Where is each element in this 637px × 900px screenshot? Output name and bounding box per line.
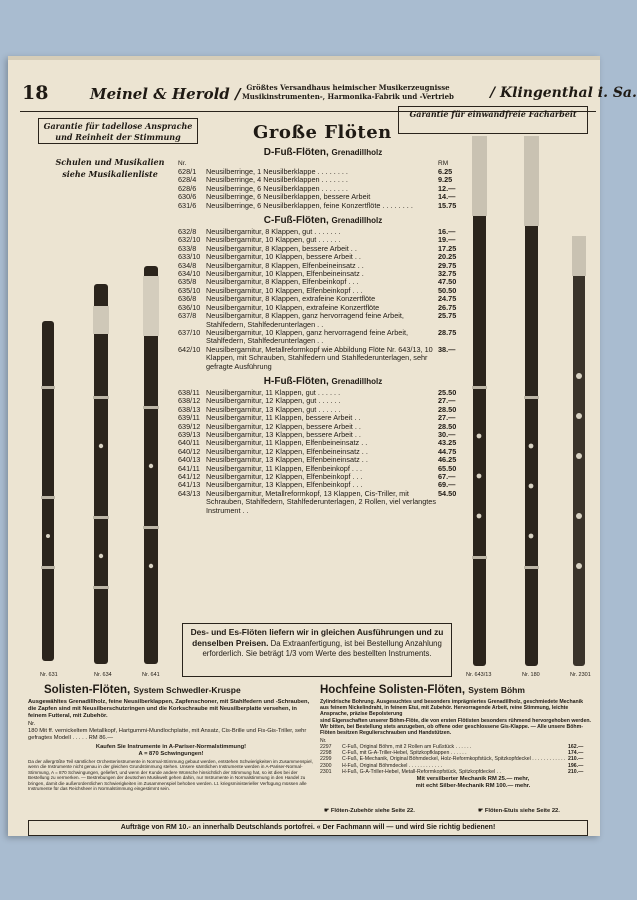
firm-city: / Klingenthal i. Sa. — [490, 85, 637, 101]
table-row: 630/6 Neusilberringe, 6 Neusilberklappen, bessere Arbeit 14.— — [178, 192, 456, 202]
solisten-left-item-180: 180 Mit ff. vernickeltem Metallkopf, Hartgummi-Mundlochplatte, mit Ansatz, Cis-Brille und Fis-Gis-Triller, sehr gefragtes Modell . . . . . RM 86.— — [28, 728, 307, 741]
a870-note: A = 870 Schwingungen! — [138, 751, 204, 757]
table-row: 628/6 Neusilberringe, 6 Neusilberklappen . . . . . . . 12.— — [178, 183, 456, 193]
table-row: 639/11 Neusilbergarnitur, 11 Klappen, bessere Arbeit . . 27.— — [178, 413, 456, 423]
flute-643-13-illustration — [472, 136, 487, 666]
table-row: 640/12 Neusilbergarnitur, 12 Klappen, Elfenbeineinsatz . . 44.75 — [178, 446, 457, 456]
table-row: 2298 C-Fuß, mit G-A-Triller-Hebel, Spitzkopfklappen . . . . . . 174.— — [320, 750, 584, 757]
table-row: 640/11 Neusilbergarnitur, 11 Klappen, Elfenbeineinsatz . . 43.25 — [178, 438, 457, 448]
table-row: 641/11 Neusilbergarnitur, 11 Klappen, Elfenbeinkopf . . . 65.50 — [178, 463, 457, 473]
left-guarantee-box: Garantie für tadellose Ansprache und Reinheit der Stimmung — [38, 118, 198, 144]
flute-illustrations-left — [36, 266, 176, 671]
boehm-list — [320, 744, 592, 775]
page-edge — [8, 56, 600, 60]
section-c-rows — [178, 228, 468, 371]
page-footer: Aufträge von RM 10.- an innerhalb Deutschlands portofrei. « Der Fachmann will — und wird Sie richtig bedienen! — [28, 820, 588, 836]
table-row: 632/8 Neusilbergarnitur, 8 Klappen, gut . . . . . . . 16.— — [178, 227, 456, 237]
flute-illustrations-right — [463, 136, 593, 671]
stimmung-paragraph: Da der allergrößte Teil sämtlicher Orchesterinstrumente in Normal-Stimmung gebaut werden, entstehen Schwierigkeiten im Zusammenspiel, wenn die Instrumente nicht genau in der gleichen Grundstimmung stehen. Unsere sämtlichen Instrumente werden in A-Pariser-Normal-Stimmung, A = 870 Schwingungen, geliefert, und wenn der Kunde andere Wünsche hinsichtlich der Stimmung hat, so ist dies bei der Bestellung zu vermerken. — Bestrebungen der deutschen Musikwelt gehen dahin, nur Instrumente in Normalstimmung in den Handel zu bringen, damit die außerordentlichen Schwierigkeiten im Zusammenspiel behoben werden. Lt. kriegsministerieller Verfügung müssen alle Instrumente für das Reichsheer in Normalstimmung eingestimmt sein. — [28, 759, 313, 792]
section-title: H-Fuß-Flöten, Grenadillholz — [263, 375, 383, 387]
section-d-rows — [178, 168, 468, 210]
table-row: 628/4 Neusilberringe, 4 Neusilberklappen . . . . . . . 9.25 — [178, 175, 453, 185]
des-es-info-box: Des- und Es-Flöten liefern wir in gleichen Ausführungen und zu denselben Preisen. Da Extraanfertigung, ist bei Bestellung Anzahlung erforderlich. Sie beträgt 1/3 vom Werte des bestellten Instruments. — [182, 623, 452, 677]
flute-180-illustration — [524, 136, 539, 666]
table-row: 631/6 Neusilberringe, 6 Neusilberklappen, feine Konzertflöte . . . . . . . . 15.75 — [178, 200, 457, 210]
table-row: 628/1 Neusilberringe, 1 Neusilberklappe . . . . . . . . 6.25 — [178, 167, 453, 176]
page-number: 18 — [22, 82, 49, 104]
section-title: D-Fuß-Flöten, Grenadillholz — [263, 147, 383, 158]
table-row: 636/8 Neusilbergarnitur, 8 Klappen, extrafeine Konzertflöte 24.75 — [178, 294, 457, 304]
mechanik-note-1: Mit versilberter Mechanik RM 25.— mehr, — [416, 776, 530, 782]
solisten-right-nr-label: Nr. — [320, 738, 327, 744]
flute-641-illustration — [143, 266, 159, 664]
main-title: Große Flöten — [253, 122, 392, 143]
solisten-right-title: Hochfeine Solisten-Flöten, System Böhm — [320, 684, 525, 696]
table-row: 633/8 Neusilbergarnitur, 8 Klappen, bessere Arbeit . . 17.25 — [178, 243, 457, 253]
solisten-left-title: Solisten-Flöten, System Schwedler-Kruspe — [44, 684, 241, 696]
table-row: 2301 H-Fuß, G-A-Triller-Hebel, Metall-Reformkopfstück, Spitzkopfdeckel . . 210.— — [320, 768, 584, 775]
table-row: 2300 H-Fuß, Original Böhmdeckel . . . . . . . . . . . . 196.— — [320, 762, 584, 769]
table-row: 641/12 Neusilbergarnitur, 12 Klappen, Elfenbeinkopf . . . 67.— — [178, 472, 456, 481]
firm-tagline: Größtes Versandhaus heimischer Musikerzeugnisse Musikinstrumenten-, Harmonika-Fabrik und -Vertrieb — [242, 83, 454, 101]
solisten-right-intro2: sind Eigenschaften unserer Böhm-Flöte, die von ersten Flötisten besonders rühmend hervorgehoben werden. Wir bitten, bei Bestellung stets anzugeben, ob offene oder geschlossene Gis-Klappe. — Alle unsere Böhm-Flöten besitzen Regulierschrauben und Handstützen. — [320, 718, 591, 736]
pointing-hand-icon: ☛ — [324, 808, 331, 814]
table-row: 632/10 Neusilbergarnitur, 10 Klappen, gut . . . . . . 19.— — [178, 235, 456, 245]
flute-631-illustration — [41, 321, 55, 661]
flute-2301-caption: Nr. 2301 — [570, 672, 591, 678]
flute-2301-illustration — [572, 236, 586, 666]
table-row: 641/13 Neusilbergarnitur, 13 Klappen, Elfenbeinkopf . . . 69.— — [178, 480, 456, 490]
flute-631-caption: Nr. 631 — [40, 672, 58, 678]
table-row: 2299 C-Fuß, E-Mechanik, Original Böhmdeckel, Holz-Reformkopfstück, Spitzkopfdeckel . . . . . . . . . . . . 210.— — [320, 756, 584, 763]
table-row: 639/12 Neusilbergarnitur, 12 Klappen, bessere Arbeit . . 28.50 — [178, 421, 457, 431]
table-row: 643/13 Neusilbergarnitur, Metallreformkopf, 13 Klappen, Cis-Triller, mit Schrauben, Stahlfedern, Stahlfederunterlagen, 2 Rollen, viel verlangtes Instrument . . 54.50 — [178, 488, 457, 515]
solisten-left-intro: Ausgewähltes Grenadillholz, feine Neusilberklappen, Zapfenschoner, mit Stahlfedern und -Schrauben, die Zapfen sind mit Neusilberschutzringen und die Korkschraube mit Neusilberplatte versehen, in feinem Futteral, mit Zubehör. — [28, 699, 310, 719]
price-list — [178, 142, 468, 515]
pointing-hand-icon: ☛ — [478, 808, 485, 814]
table-row: 638/12 Neusilbergarnitur, 12 Klappen, gut . . . . . . 27.— — [178, 396, 456, 406]
zubehoer-reference: ☛ Flöten-Zubehör siehe Seite 22. — [324, 808, 415, 814]
table-row: 637/8 Neusilbergarnitur, 8 Klappen, ganz hervorragend feine Arbeit, Stahlfedern, Stahlfederunterlagen . . 25.75 — [178, 311, 457, 329]
table-row: 635/8 Neusilbergarnitur, 8 Klappen, Elfenbeinkopf . . . 47.50 — [178, 277, 457, 287]
mechanik-note-2: mit echt Silber-Mechanik RM 100.— mehr. — [415, 783, 531, 789]
catalog-page — [8, 56, 637, 836]
flute-643-13-caption: Nr. 643/13 — [466, 672, 492, 678]
firm-name: Meinel & Herold / — [90, 85, 241, 103]
table-row: 638/13 Neusilbergarnitur, 13 Klappen, gut . . . . . . 28.50 — [178, 404, 457, 414]
table-row: 638/11 Neusilbergarnitur, 11 Klappen, gut . . . . . . 25.50 — [178, 387, 457, 397]
section-title: C-Fuß-Flöten, Grenadillholz — [263, 215, 383, 227]
table-row: 640/13 Neusilbergarnitur, 13 Klappen, Elfenbeineinsatz . . 46.25 — [178, 455, 457, 465]
table-row: 636/10 Neusilbergarnitur, 10 Klappen, extrafeine Konzertflöte 26.75 — [178, 302, 457, 312]
table-row: 2297 C-Fuß, Original Böhm, mit 2 Rollen am Fußstück . . . . . . 162.— — [320, 744, 584, 750]
table-row: 642/10 Neusilbergarnitur, Metallreformkopf wie Abbildung Flöte Nr. 643/13, 10 Klappen, mit Schrauben, Stahlfedern und Stahlfederunterlagen, sehr gefragte Ausführung 38.— — [178, 344, 456, 371]
solisten-left-nr-label: Nr. — [28, 721, 36, 727]
flute-634-illustration — [93, 284, 109, 664]
right-guarantee-box: Garantie für einwandfreie Facharbeit — [398, 106, 588, 134]
table-row: 635/10 Neusilbergarnitur, 10 Klappen, Elfenbeinkopf . . . 50.50 — [178, 285, 457, 295]
section-h-rows — [178, 389, 468, 515]
table-row: 633/10 Neusilbergarnitur, 10 Klappen, bessere Arbeit . . 20.25 — [178, 252, 457, 262]
solisten-right-intro: Zylindrische Bohrung. Ausgesuchtes und besonders imprägniertes Grenadillholz, geschmiedete Mechanik aus feinem Nickelindraht, in feinem Etui, mit Zubehör. Hervorragende Arbeit, reine Stimmung, leichte Ansprache, präzise Bepolsterung — [320, 699, 583, 717]
flute-641-caption: Nr. 641 — [142, 672, 160, 678]
flute-180-caption: Nr. 180 — [522, 672, 540, 678]
etuis-reference: ☛ Flöten-Etuis siehe Seite 22. — [478, 808, 560, 814]
schulen-note: Schulen und Musikalien siehe Musikalienliste — [55, 157, 165, 179]
table-row: 637/10 Neusilbergarnitur, 10 Klappen, ganz hervorragend feine Arbeit, Stahlfedern, Stahlfederunterlagen . . 28.75 — [178, 327, 457, 346]
flute-634-caption: Nr. 634 — [94, 672, 112, 678]
column-header: Nr. RM — [178, 160, 449, 167]
table-row: 639/13 Neusilbergarnitur, 13 Klappen, bessere Arbeit . . 30.— — [178, 429, 456, 439]
table-row: 634/8 Neusilbergarnitur, 8 Klappen, Elfenbeineinsatz . . 29.75 — [178, 260, 457, 270]
table-row: 634/10 Neusilbergarnitur, 10 Klappen, Elfenbeineinsatz . 32.75 — [178, 269, 457, 279]
kaufen-note: Kaufen Sie Instrumente in A-Pariser-Normalstimmung! — [95, 744, 247, 750]
